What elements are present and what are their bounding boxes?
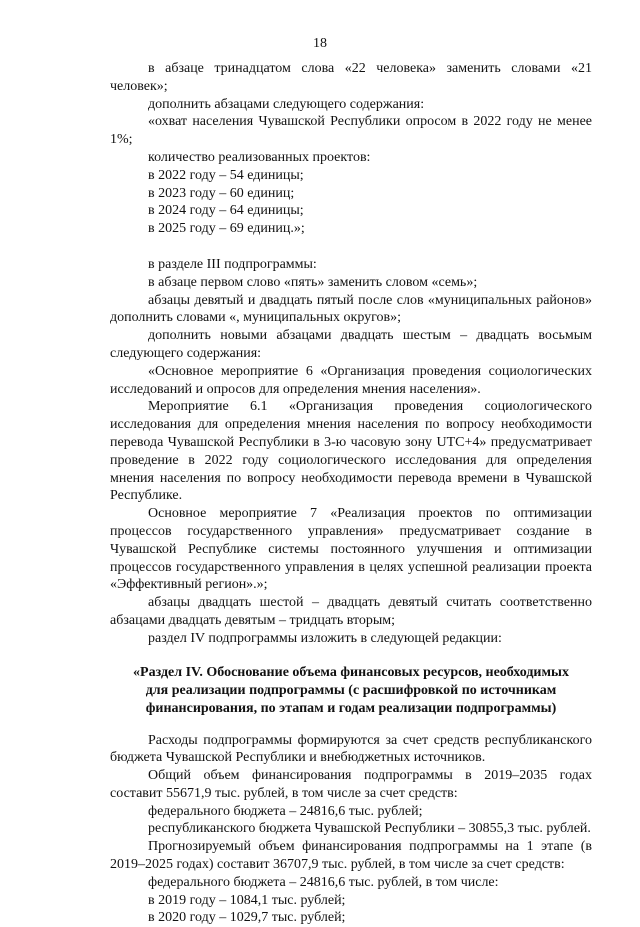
paragraph: в абзаце тринадцатом слова «22 человека» заменить словами «21 человек»; [110,61,592,94]
paragraph: Расходы подпрограммы формируются за счет средств республиканского бюджета Чувашской Республики и внебюджетных источников. [110,732,592,766]
paragraph: в разделе III подпрограммы: [148,256,317,272]
paragraph: количество реализованных проектов: [148,149,371,165]
paragraph: Мероприятие 6.1 «Организация проведения социологического исследования для определения мнения населения по вопросу необходимости перевода Чувашской Республики в 3-ю часовую зону UTC+4» предусматривает проведение в 2022 году социологического исследования для определения мнения населения по вопросу необходимости перевода времени в Чувашской Республике. [110,399,592,504]
paragraph: федерального бюджета – 24816,6 тыс. рублей; [148,803,423,819]
paragraph: абзацы девятый и двадцать пятый после слов «муниципальных районов» дополнить словами «, муниципальных округов»; [110,292,592,326]
paragraph: республиканского бюджета Чувашской Республики – 30855,3 тыс. рублей. [148,821,591,837]
paragraph: в 2024 году – 64 единицы; [148,203,304,219]
paragraph: дополнить новыми абзацами двадцать шестым – двадцать восьмым следующего содержания: [110,328,592,361]
document-body [110,60,592,927]
paragraph: в абзаце первом слово «пять» заменить словом «семь»; [148,274,478,290]
section-heading: «Раздел IV. Обоснование объема финансовых ресурсов, необходимых для реализации подпрограммы (с расшифровкой по источникам финансирования, по этапам и годам реализации подпрограммы) [133,664,569,716]
paragraph: в 2022 году – 54 единицы; [148,167,304,183]
paragraph: в 2025 году – 69 единиц.»; [148,221,305,237]
paragraph: «Основное мероприятие 6 «Организация проведения социологических исследований и опросов для определения мнения населения». [110,363,592,397]
paragraph: раздел IV подпрограммы изложить в следующей редакции: [148,630,502,646]
paragraph: федерального бюджета – 24816,6 тыс. рублей, в том числе: [148,874,499,890]
paragraph: в 2019 году – 1084,1 тыс. рублей; [148,892,346,908]
paragraph: Основное мероприятие 7 «Реализация проектов по оптимизации процессов государственного управления» предусматривает создание в Чувашской Республике системы постоянного улучшения и оптимизации процессов государственного управления в целях успешной реализации проекта «Эффективный регион».»; [110,506,592,593]
paragraph: Общий объем финансирования подпрограммы в 2019–2035 годах составит 55671,9 тыс. рублей, в том числе за счет средств: [110,768,592,801]
paragraph: в 2020 году – 1029,7 тыс. рублей; [148,910,346,926]
paragraph: Прогнозируемый объем финансирования подпрограммы на 1 этапе (в 2019–2025 годах) составит 36707,9 тыс. рублей, в том числе за счет средств: [110,839,592,873]
page-number: 18 [313,36,327,51]
paragraph: абзацы двадцать шестой – двадцать девятый считать соответственно абзацами двадцать девятым – тридцать вторым; [110,595,592,628]
paragraph: в 2023 году – 60 единиц; [148,185,295,201]
paragraph: «охват населения Чувашской Республики опросом в 2022 году не менее 1%; [110,114,592,148]
paragraph: дополнить абзацами следующего содержания: [148,96,425,112]
